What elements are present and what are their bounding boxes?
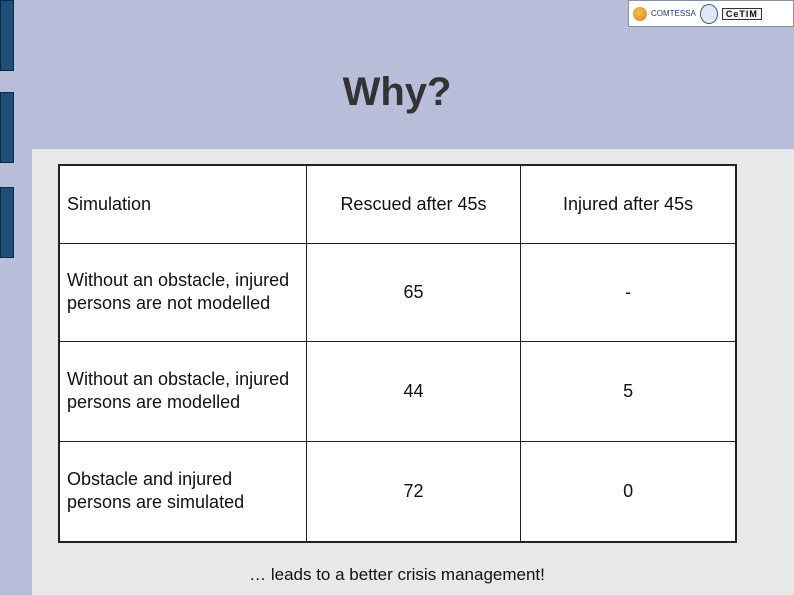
row-rescued-cell: 72: [306, 441, 520, 542]
table-row: [59, 341, 736, 441]
row-injured-cell: 0: [521, 441, 736, 542]
cetim-logo-text: CeTIM: [722, 8, 762, 20]
side-bar-bottom: [0, 187, 14, 258]
header-rescued: Rescued after 45s: [306, 165, 520, 243]
row-injured-cell: 5: [521, 341, 736, 441]
brand-logo-text: COMTESSA: [651, 9, 696, 18]
table-header-row: [59, 165, 736, 243]
sun-logo-icon: [633, 7, 647, 21]
header-simulation: Simulation: [59, 165, 306, 243]
side-bar-top: [0, 0, 14, 71]
row-simulation-cell: Obstacle and injured persons are simulated: [59, 441, 306, 542]
table-row: [59, 243, 736, 341]
header-logo: [628, 0, 794, 27]
row-simulation-cell: Without an obstacle, injured persons are not modelled: [59, 243, 306, 341]
slide-title: Why?: [342, 70, 452, 114]
slide-caption: … leads to a better crisis management!: [249, 565, 545, 584]
table-row: [59, 441, 736, 542]
results-table: [58, 164, 737, 543]
row-simulation-cell: Without an obstacle, injured persons are modelled: [59, 341, 306, 441]
row-rescued-cell: 44: [306, 341, 520, 441]
row-injured-cell: -: [521, 243, 736, 341]
row-rescued-cell: 65: [306, 243, 520, 341]
header-injured: Injured after 45s: [521, 165, 736, 243]
seal-logo-icon: [700, 4, 718, 24]
